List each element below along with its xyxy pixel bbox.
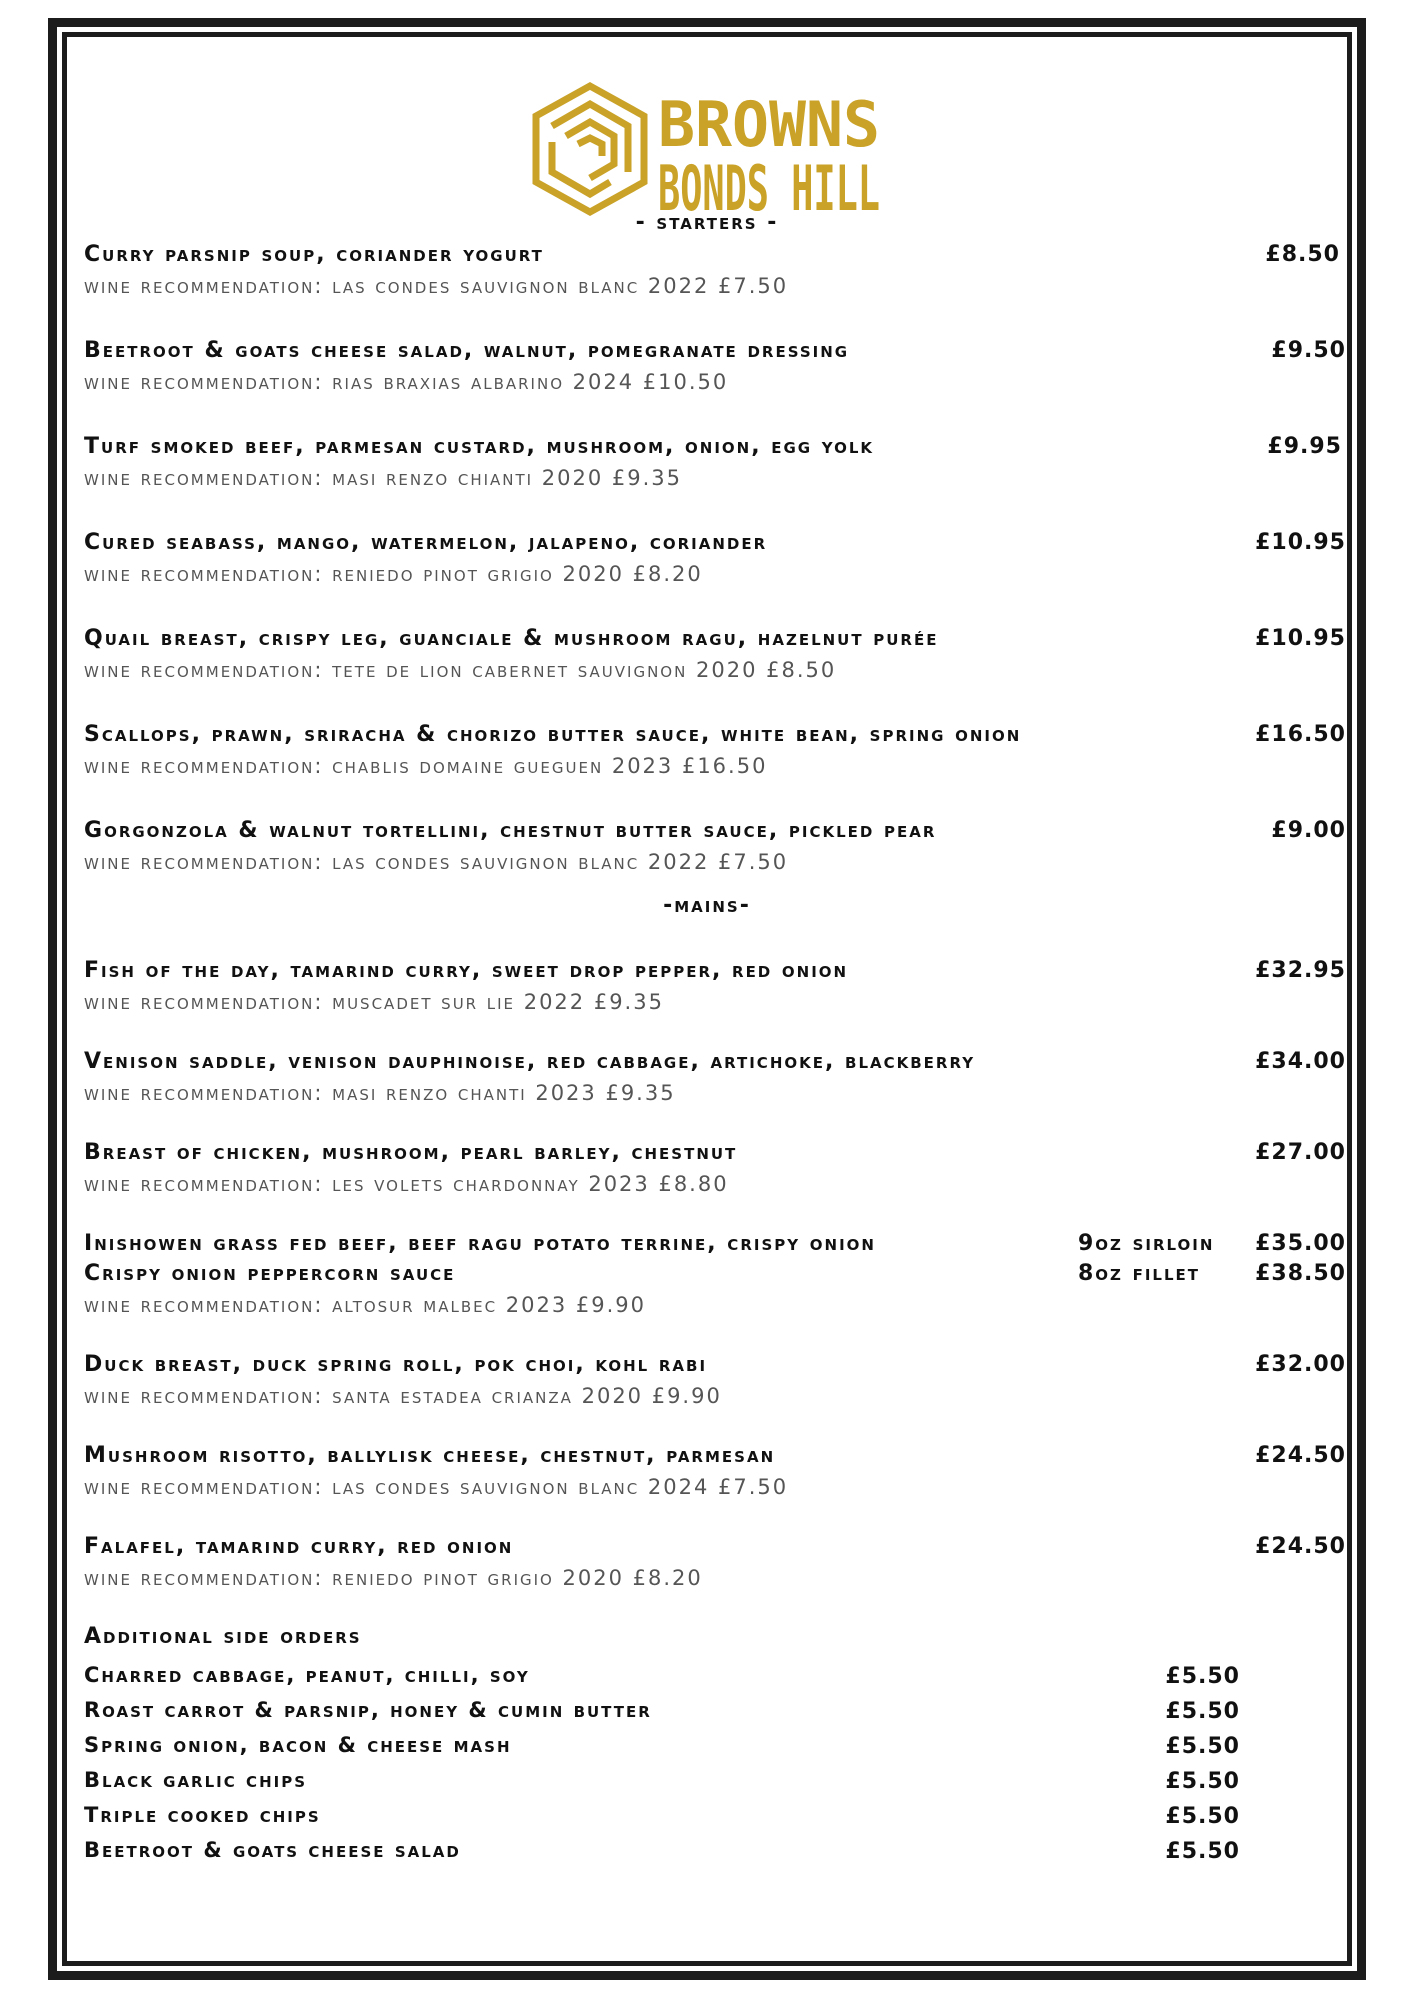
dish-price: £24.50 [1255,1534,1346,1559]
wine-recommendation: wine recommendation: las condes sauvignon blanc 2022 £7.50 [84,274,789,298]
dish-price: £10.95 [1255,530,1346,555]
side-item [84,1730,1240,1765]
side-name: Roast carrot & parsnip, honey & cumin butter [84,1698,652,1722]
side-price: £5.50 [1165,1839,1240,1864]
dish-name: Inishowen grass fed beef, beef ragu potato terrine, crispy onion [84,1231,876,1256]
dish-name: Beetroot & goats cheese salad, walnut, pomegranate dressing [84,338,850,363]
dish-name: Fish of the day, tamarind curry, sweet drop pepper, red onion [84,958,849,983]
wine-recommendation: wine recommendation: rias braxias albarino 2024 £10.50 [84,370,729,394]
wine-recommendation: wine recommendation: les volets chardonnay 2023 £8.80 [84,1172,729,1196]
wine-recommendation: wine recommendation: las condes sauvignon blanc 2024 £7.50 [84,1475,789,1499]
dish-name: Breast of chicken, mushroom, pearl barley, chestnut [84,1140,738,1165]
dish-price: £8.50 [1265,242,1340,267]
main-item [84,1047,1346,1109]
wine-recommendation: wine recommendation: masi renzo chanti 2023 £9.35 [84,1081,676,1105]
dish-name: Gorgonzola & walnut tortellini, chestnut butter sauce, pickled pear [84,818,937,843]
cut-label-sirloin: 9oz sirloin [1078,1231,1215,1256]
dish-price: £9.95 [1267,434,1342,459]
hexagon-logo-icon [530,82,890,222]
main-item [84,1532,1346,1594]
dish-price: £10.95 [1255,626,1346,651]
dish-name: Duck breast, duck spring roll, pok choi, kohl rabi [84,1352,708,1377]
main-item [84,956,1346,1018]
side-price: £5.50 [1165,1769,1240,1794]
dish-price: £9.50 [1271,338,1346,363]
dish-price: £27.00 [1255,1140,1346,1165]
starter-item [84,528,1346,590]
wine-recommendation: wine recommendation: reniedo pinot grigio 2020 £8.20 [84,562,703,586]
side-item [84,1695,1240,1730]
side-name: Spring onion, bacon & cheese mash [84,1733,512,1757]
dish-name: Venison saddle, venison dauphinoise, red cabbage, artichoke, blackberry [84,1049,976,1074]
side-item [84,1835,1240,1870]
starter-item [84,624,1346,686]
side-name: Black garlic chips [84,1768,307,1792]
dish-name: Cured seabass, mango, watermelon, jalapeno, coriander [84,530,768,555]
dish-name-line2: Crispy onion peppercorn sauce [84,1261,456,1286]
mains-heading: -mains- [663,893,751,918]
dish-price: £24.50 [1255,1443,1346,1468]
main-item [84,1441,1346,1503]
side-item [84,1765,1240,1800]
starter-item [84,432,1346,494]
browns-logo [530,82,890,222]
side-name: Charred cabbage, peanut, chilli, soy [84,1663,530,1687]
starter-item [84,816,1346,878]
side-item [84,1660,1240,1695]
dish-price: £16.50 [1255,722,1346,747]
side-price: £5.50 [1165,1734,1240,1759]
side-price: £5.50 [1165,1699,1240,1724]
logo-line2: BONDS HILL [658,152,880,222]
starter-item [84,336,1346,398]
side-name: Beetroot & goats cheese salad [84,1838,461,1862]
dish-name: Falafel, tamarind curry, red onion [84,1534,514,1559]
side-item [84,1800,1240,1835]
dish-name: Quail breast, crispy leg, guanciale & mushroom ragu, hazelnut purée [84,626,939,651]
side-price: £5.50 [1165,1664,1240,1689]
dish-price: £9.00 [1271,818,1346,843]
wine-recommendation: wine recommendation: masi renzo chianti 2020 £9.35 [84,466,682,490]
wine-recommendation: wine recommendation: las condes sauvignon blanc 2022 £7.50 [84,850,789,874]
side-price: £5.50 [1165,1804,1240,1829]
cut-label-fillet: 8oz fillet [1078,1261,1201,1286]
starters-heading: - starters - [635,210,779,235]
starter-item [84,240,1346,302]
starter-item [84,720,1346,782]
dish-price: £32.95 [1255,958,1346,983]
dish-name: Turf smoked beef, parmesan custard, mushroom, onion, egg yolk [84,434,875,459]
main-item [84,1350,1346,1412]
main-item [84,1138,1346,1200]
cut-price-fillet: £38.50 [1255,1261,1346,1286]
wine-recommendation: wine recommendation: altosur malbec 2023 £9.90 [84,1293,646,1317]
wine-recommendation: wine recommendation: reniedo pinot grigio 2020 £8.20 [84,1566,703,1590]
cut-price-sirloin: £35.00 [1255,1231,1346,1256]
side-name: Triple cooked chips [84,1803,321,1827]
dish-name: Curry parsnip soup, coriander yogurt [84,242,544,267]
dish-name: Mushroom risotto, ballylisk cheese, chestnut, parmesan [84,1443,776,1468]
dish-price: £34.00 [1255,1049,1346,1074]
logo-line1: BROWNS [658,88,880,161]
wine-recommendation: wine recommendation: santa estadea crianza 2020 £9.90 [84,1384,722,1408]
beef-item [84,1229,1346,1323]
wine-recommendation: wine recommendation: chablis domaine gueguen 2023 £16.50 [84,754,768,778]
dish-price: £32.00 [1255,1352,1346,1377]
wine-recommendation: wine recommendation: muscadet sur lie 2022 £9.35 [84,990,664,1014]
wine-recommendation: wine recommendation: tete de lion cabernet sauvignon 2020 £8.50 [84,658,837,682]
sides-heading: Additional side orders [84,1624,362,1649]
dish-name: Scallops, prawn, sriracha & chorizo butter sauce, white bean, spring onion [84,722,1022,747]
